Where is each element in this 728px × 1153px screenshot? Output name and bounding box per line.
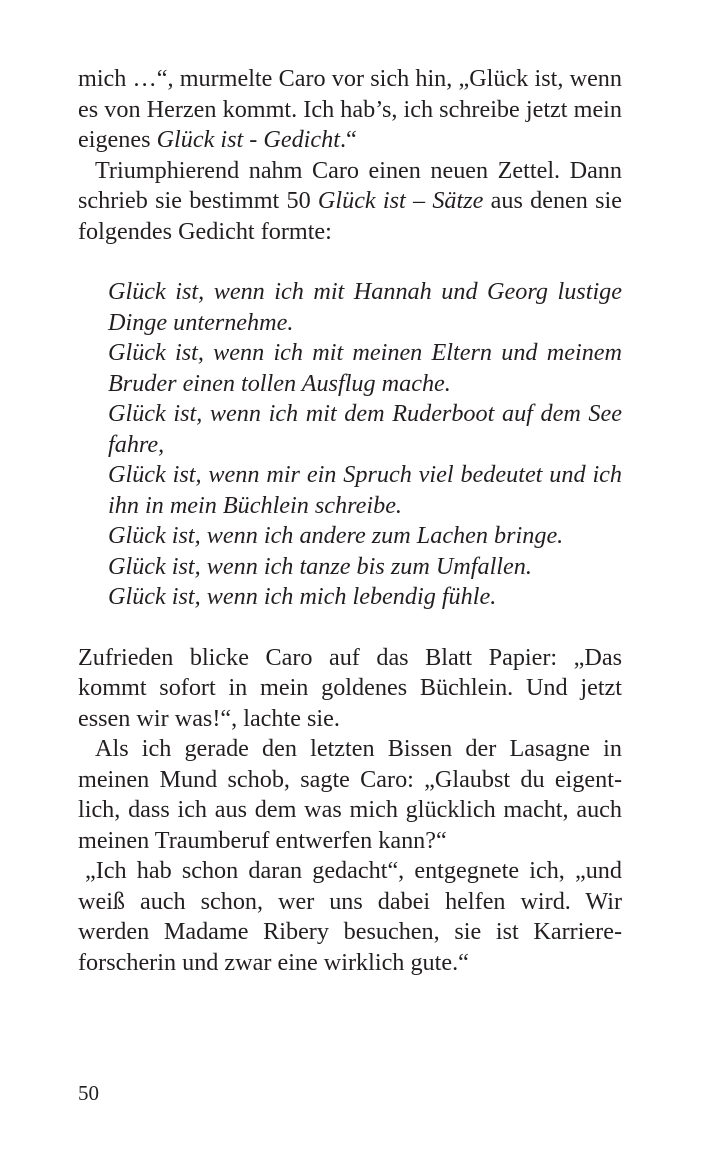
- paragraph-1-italic: Glück ist - Gedicht: [156, 126, 340, 153]
- poem-line-4: Glück ist, wenn mir ein Spruch viel bedeutet und ich ihn in mein Büchlein schreibe.: [108, 461, 622, 519]
- poem-line-3: Glück ist, wenn ich mit dem Ruderboot auf dem See fahre,: [108, 400, 622, 458]
- paragraph-5: „Ich hab schon daran gedacht“, entgegnete ich, „und weiß auch schon, wer uns dabei helfen wird. Wir werden Madame Ribery besuchen, sie ist Karriereforscherin und zwar eine wirklich gute.“: [78, 857, 622, 976]
- paragraph-2: [78, 156, 622, 248]
- paragraph-2-end: aus denen sie folgendes Gedicht formte:: [78, 187, 622, 245]
- paragraph-4: Als ich gerade den letzten Bissen der Lasagne in meinen Mund schob, sagte Caro: „Glaubst du eigentlich, dass ich aus dem was mich glücklich macht, auch meinen Traumberuf entwerfen kann?“: [78, 735, 622, 854]
- poem-line-5: Glück ist, wenn ich andere zum Lachen bringe.: [108, 522, 564, 549]
- section-gap: [78, 613, 622, 643]
- paragraph-1: [78, 64, 622, 156]
- paragraph-3: Zufrieden blicke Caro auf das Blatt Papier: „Das kommt sofort in mein goldenes Büchlein. Und jetzt essen wir was!“, lachte sie.: [78, 643, 622, 732]
- paragraph-2-italic: Glück ist – Sätze: [317, 187, 484, 214]
- poem-line-2: Glück ist, wenn ich mit meinen Eltern und meinem Bruder einen tollen Ausflug mache.: [108, 339, 622, 397]
- poem-line-1: Glück ist, wenn ich mit Hannah und Georg lustige Dinge unternehme.: [108, 278, 622, 336]
- page-number: 50: [78, 1081, 99, 1105]
- poem-line-7: Glück ist, wenn ich mich lebendig fühle.: [108, 583, 497, 610]
- poem-line-6: Glück ist, wenn ich tanze bis zum Umfallen.: [108, 552, 532, 580]
- paragraph-1-text: mich …“, murmelte Caro vor sich hin, „Glück ist, wenn es von Herzen kommt. Ich hab’s, ich schreibe jetzt mein eigenes: [78, 65, 622, 153]
- paragraph-1-end: .“: [339, 126, 357, 153]
- section-gap: [78, 247, 622, 277]
- poem: [108, 277, 622, 613]
- book-page: [78, 64, 622, 978]
- paragraph-2-text: Triumphierend nahm Caro einen neuen Zettel. Dann schrieb sie bestimmt 50: [78, 156, 622, 214]
